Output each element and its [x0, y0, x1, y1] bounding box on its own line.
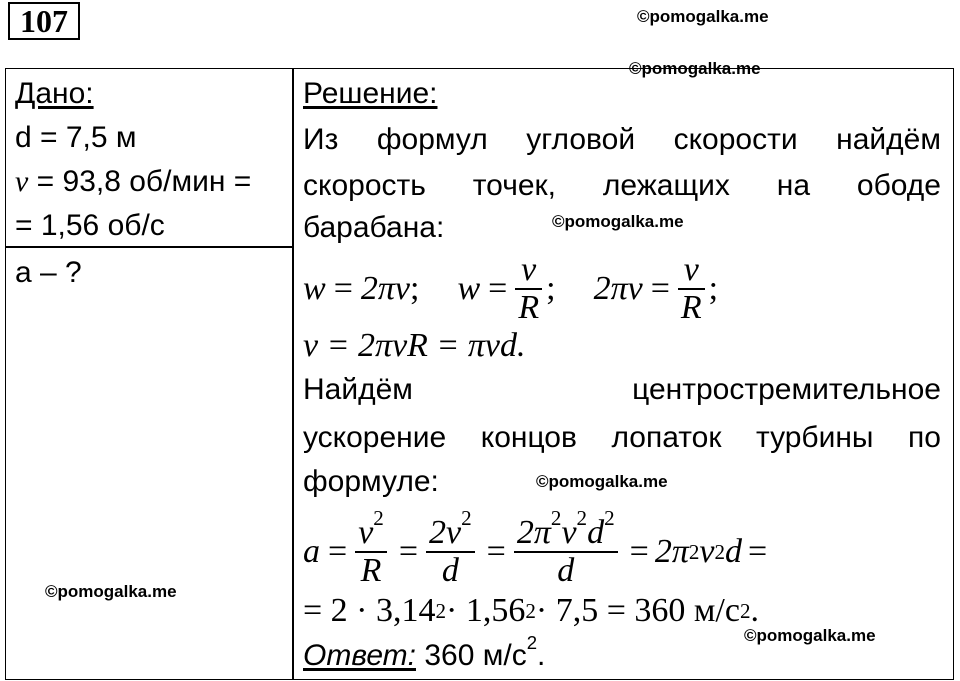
word: Найдём — [303, 373, 413, 406]
math-symbol: w — [303, 270, 326, 307]
nu-symbol: ν — [15, 165, 29, 198]
numerator: ν — [561, 514, 577, 552]
math-symbol: ; — [546, 270, 556, 307]
math-symbol: = — [650, 270, 670, 307]
word: угловой — [526, 123, 636, 156]
solution-text-line-5 — [303, 414, 941, 461]
word: скорость — [303, 169, 426, 202]
word: ободе — [856, 169, 941, 202]
math-expression: = 2 · 3,14 — [303, 592, 436, 629]
math-symbol: = — [398, 533, 419, 570]
math-symbol: = — [486, 533, 506, 570]
math-symbol: ν — [699, 533, 715, 570]
exponent: 2 — [373, 506, 384, 531]
math-symbol: = — [333, 270, 353, 307]
given-frequency-converted: = 1,56 об/с — [15, 209, 165, 242]
math-symbol: 2πν — [360, 270, 410, 307]
word: Из — [303, 123, 339, 156]
formula-centripetal-acceleration: a = $\frac{v^2}{R}$ = $\frac{2v^2}{d}$ = $\frac{2\pi^2\nu^2d^2}{d}$ = 2π 2 ν 2 d = — [303, 506, 768, 589]
math-symbol: a — [303, 533, 320, 570]
fraction — [426, 506, 475, 589]
given-header: Дано: — [15, 77, 94, 110]
watermark: ©pomogalka.me — [552, 212, 684, 231]
solution-header: Решение: — [303, 77, 438, 110]
math-symbol: = — [328, 533, 348, 570]
fraction — [678, 252, 705, 326]
math-symbol: ; — [410, 270, 420, 307]
word: лежащих — [602, 169, 730, 202]
exponent: 2 — [461, 506, 472, 531]
denominator: R — [360, 551, 382, 589]
numerator: v — [683, 251, 699, 289]
denominator: R — [680, 288, 702, 326]
math-symbol: 2πν — [593, 270, 643, 307]
find-label: a – ? — [15, 256, 82, 289]
fraction — [515, 252, 542, 326]
answer-label: Ответ: — [303, 639, 416, 672]
fraction — [355, 506, 387, 589]
watermark: ©pomogalka.me — [536, 472, 668, 491]
math-symbol: = — [629, 533, 649, 570]
solution-text-line-4 — [303, 366, 941, 413]
math-symbol: . — [750, 592, 760, 629]
math-symbol: 2π — [654, 533, 689, 570]
exponent: 2 — [550, 506, 562, 531]
exponent: 2 — [604, 506, 615, 531]
watermark: ©pomogalka.me — [629, 59, 761, 78]
answer-end: . — [537, 639, 546, 672]
solution-text-line-6: формуле: — [303, 465, 439, 498]
answer-value: 360 м/с — [424, 639, 527, 672]
solution-text-line-3: барабана: — [303, 211, 445, 244]
numerator: v — [358, 514, 374, 552]
word: ускорение — [303, 421, 447, 454]
word: центростремительное — [632, 373, 941, 406]
word: найдём — [836, 123, 941, 156]
math-symbol: d — [725, 533, 743, 570]
fraction — [514, 506, 618, 589]
numerator: 2π — [516, 514, 551, 552]
denominator: R — [518, 288, 540, 326]
watermark: ©pomogalka.me — [45, 582, 177, 601]
given-diameter: d = 7,5 м — [15, 121, 137, 154]
word: скорости — [673, 123, 798, 156]
formula-numeric-result: = 2 · 3,14 2 · 1,56 2 · 7,5 = 360 м/с 2 . — [303, 592, 760, 629]
math-expression: · 1,56 — [446, 592, 526, 629]
word: на — [776, 169, 811, 202]
watermark: ©pomogalka.me — [637, 7, 769, 26]
word: формул — [376, 123, 488, 156]
math-symbol: = — [488, 270, 508, 307]
answer — [303, 634, 545, 678]
formula-linear-velocity — [303, 322, 526, 370]
math-symbol: ; — [708, 270, 719, 307]
word: по — [908, 421, 941, 454]
math-symbol: w — [457, 270, 481, 307]
numerator: 2v — [429, 514, 462, 552]
column-divider — [292, 68, 294, 680]
word: точек, — [472, 169, 556, 202]
denominator: d — [441, 551, 459, 589]
word: турбины — [756, 421, 874, 454]
formula-angular-velocity — [303, 246, 718, 332]
numerator: d — [587, 514, 605, 552]
word: концов — [480, 421, 577, 454]
denominator: d — [557, 551, 575, 589]
math-expression: · 7,5 = 360 м/с — [535, 592, 740, 629]
exponent: 2 — [576, 506, 588, 531]
solution-text-line-2 — [303, 162, 941, 209]
math-expression: v = 2πνR = πνd. — [303, 327, 526, 364]
given-frequency — [15, 160, 251, 204]
word: лопаток — [611, 421, 722, 454]
given-frequency-value: = 93,8 об/мин = — [36, 165, 252, 198]
math-symbol: = — [748, 533, 768, 570]
watermark: ©pomogalka.me — [744, 626, 876, 645]
numerator: v — [521, 251, 537, 289]
problem-number: 107 — [8, 2, 80, 40]
answer-exponent: 2 — [526, 632, 538, 654]
solution-text-line-1 — [303, 116, 941, 163]
